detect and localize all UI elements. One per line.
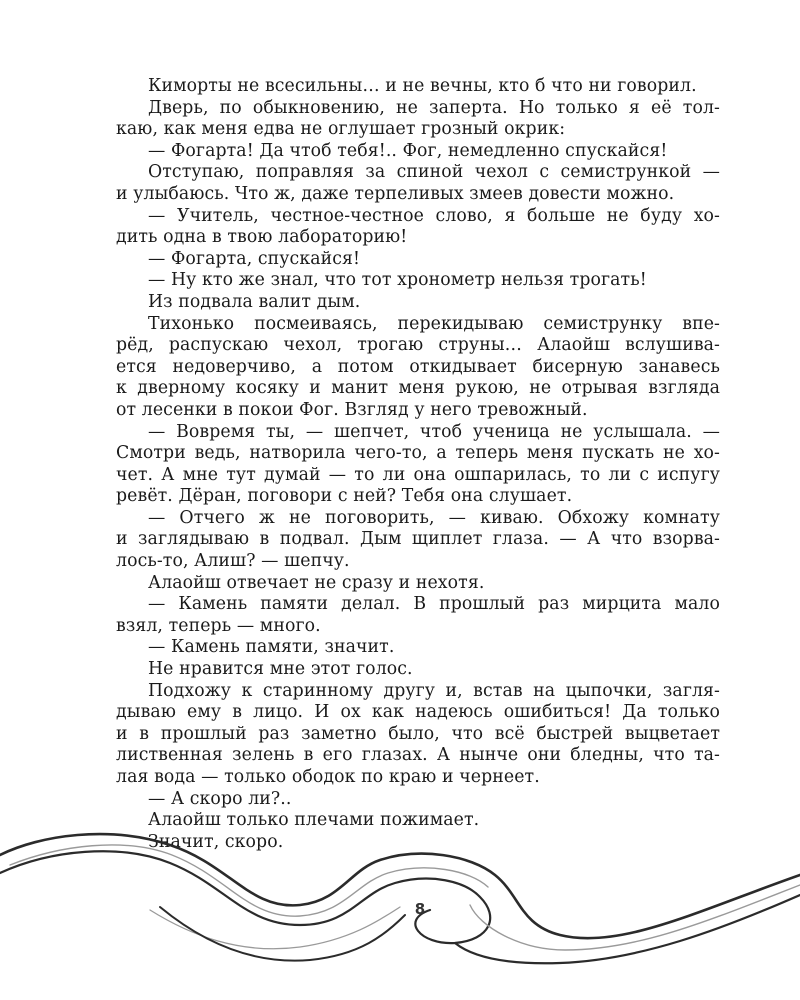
text-line: и улыбаюсь. Что ж, даже терпеливых змеев довести можно. [116, 183, 675, 204]
text-line: Отступаю, поправляя за спиной чехол с семистрункой — [148, 162, 720, 183]
text-line: — А скоро ли?.. [148, 788, 292, 809]
text-line: к дверному косяку и манит меня рукою, не отрывая взгляда [116, 378, 720, 399]
text-line: Значит, скоро. [148, 831, 284, 852]
text-line: ревёт. Дёран, поговори с ней? Тебя она слушает. [116, 486, 573, 507]
text-line: дить одна в твою лабораторию! [116, 227, 408, 248]
text-line: ется недоверчиво, а потом откидывает бисерную занавесь [116, 356, 720, 377]
text-line: лиственная зелень в его глазах. А нынче они бледны, что та- [116, 745, 720, 766]
text-line: рёд, распускаю чехол, трогаю струны… Алаойш вслушива- [116, 335, 720, 356]
text-line: Дверь, по обыкновению, не заперта. Но только я её тол- [148, 97, 720, 118]
text-line: Киморты не всесильны… и не вечны, кто б что ни говорил. [148, 76, 697, 96]
wave-stroke-inner [0, 851, 490, 943]
text-line: — Фогарта! Да чтоб тебя!.. Фог, немедленно спускайся! [148, 140, 668, 161]
text-line: и в прошлый раз заметно было, что всё быстрей выцветает [116, 723, 720, 744]
text-line: каю, как меня едва не оглушает грозный окрик: [116, 119, 566, 140]
text-line: дываю ему в лицо. И ох как надеюсь ошибиться! Да только [116, 702, 720, 723]
text-line: лая вода — только ободок по краю и чернеет. [116, 767, 540, 787]
page-number: 8 [414, 900, 426, 918]
page-body-text [116, 76, 720, 853]
text-line: — Камень памяти, значит. [148, 637, 395, 658]
text-line: Из подвала валит дым. [148, 291, 361, 312]
text-line: чет. А мне тут думай — то ли она ошпарилась, то ли с испугу [116, 464, 720, 485]
text-line: Не нравится мне этот голос. [148, 659, 413, 680]
text-line: — Фогарта, спускайся! [148, 248, 361, 269]
text-line: — Отчего ж не поговорить, — киваю. Обхожу комнату [148, 507, 720, 528]
text-line: и заглядываю в подвал. Дым щиплет глаза. — А что взорва- [116, 529, 720, 550]
text-line: Тихонько посмеиваясь, перекидываю семиструнку впе- [148, 313, 720, 334]
wave-stroke-outer [0, 831, 800, 938]
text-line: — Камень памяти делал. В прошлый раз мирцита мало [148, 594, 720, 615]
text-line: Смотри ведь, натворила чего-то, а теперь меня пускать не хо- [116, 443, 720, 464]
text-line: Алаойш отвечает не сразу и нехотя. [148, 572, 485, 593]
text-line: — Учитель, честное-честное слово, я больше не буду хо- [148, 205, 720, 226]
text-line: — Ну кто же знал, что тот хронометр нельзя трогать! [148, 270, 647, 291]
text-line: от лесенки в покои Фог. Взгляд у него тревожный. [116, 399, 588, 420]
text-line: Подхожу к старинному другу и, встав на цыпочки, загля- [148, 680, 720, 701]
wave-stroke-grey-2 [470, 885, 800, 950]
decorative-wave-ornament [0, 815, 800, 1000]
text-line: — Вовремя ты, — шепчет, чтоб ученица не услышала. — [148, 421, 720, 442]
text-line: лось-то, Алиш? — шепчу. [116, 551, 350, 572]
text-line: взял, теперь — много. [116, 615, 321, 636]
text-line: Алаойш только плечами пожимает. [148, 810, 480, 831]
